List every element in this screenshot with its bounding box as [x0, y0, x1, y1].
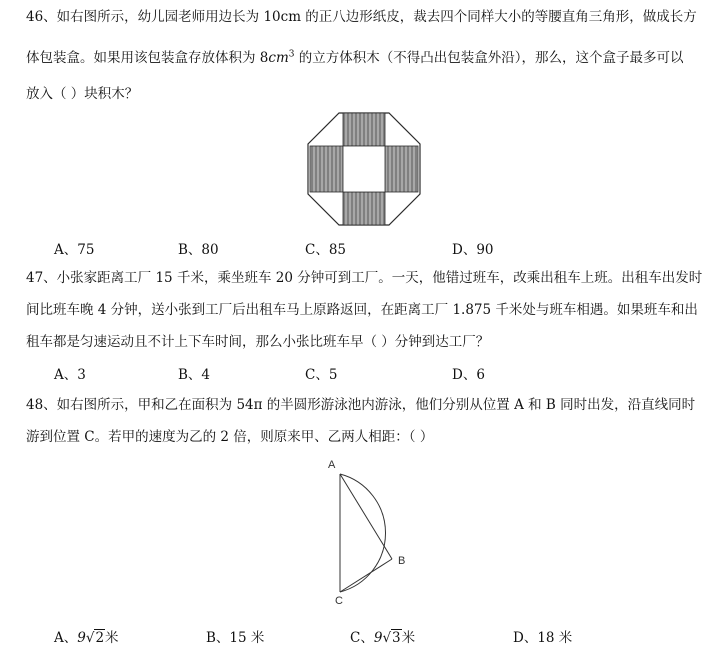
q46-option-d: D、90	[452, 242, 494, 258]
label-b: B	[398, 555, 406, 567]
q48-option-c-radicand: 3	[392, 630, 401, 646]
sqrt-symbol: √	[85, 630, 95, 646]
q46-line-3: 放入（ ）块积木？	[26, 86, 139, 102]
q46-option-a: A、75	[54, 242, 95, 258]
segment-bc	[340, 559, 392, 592]
semicircle-arc	[340, 474, 386, 592]
q47-option-c: C、5	[305, 367, 338, 383]
q46-line-2-end: 的立方体积木（不得凸出包装盒外沿），那么，这个盒子最多可以	[294, 50, 684, 66]
q48-option-b: B、15 米	[206, 630, 265, 646]
q47-line-1: 47、小张家距离工厂 15 千米，乘坐班车 20 分钟可到工厂。一天，他错过班车，改乘出租车上班。出租车出发时	[26, 270, 703, 286]
q46-line-2	[26, 46, 684, 66]
q46-option-c: C、85	[305, 242, 347, 258]
q48-option-c-coef: 9	[373, 630, 383, 646]
q48-option-d: D、18 米	[513, 630, 573, 646]
box-face-top	[343, 113, 385, 146]
octagon-box-figure	[305, 110, 423, 228]
q48-option-a-prefix: A、	[54, 630, 78, 646]
sqrt-symbol: √	[382, 630, 392, 646]
q47-line-2: 间比班车晚 4 分钟，送小张到工厂后出租车马上原路返回，在距离工厂 1.875 千米处与班车相遇。如果班车和出	[26, 302, 698, 318]
q48-option-c	[350, 626, 415, 646]
label-c: C	[335, 595, 343, 607]
semicircle-pool-figure	[320, 452, 420, 607]
label-a: A	[328, 459, 336, 471]
q48-option-c-prefix: C、	[350, 630, 374, 646]
q46-line-2-start: 体包装盒。如果用该包装盒存放体积为	[26, 50, 260, 66]
q46-line-1: 46、如右图所示，幼儿园老师用边长为 10cm 的正八边形纸皮，裁去四个同样大小的等腰直角三角形，做成长方	[26, 9, 697, 25]
q46-volume-exponent: 3	[288, 49, 295, 60]
q47-option-a: A、3	[54, 367, 86, 383]
q48-option-a	[54, 626, 119, 646]
box-face-base	[343, 146, 385, 192]
q46-option-b: B、80	[178, 242, 219, 258]
q47-option-b: B、4	[178, 367, 211, 383]
q46-volume-number: 8	[259, 50, 269, 66]
q48-line-1: 48、如右图所示，甲和乙在面积为 54π 的半圆形游泳池内游泳，他们分别从位置 A 和 B 同时出发，沿直线同时	[26, 397, 696, 413]
q47-line-3: 租车都是匀速运动且不计上下车时间，那么小张比班车早（ ）分钟到达工厂？	[26, 334, 490, 350]
q48-line-2: 游到位置 C。若甲的速度为乙的 2 倍，则原来甲、乙两人相距：（ ）	[26, 429, 434, 445]
box-face-right	[385, 146, 418, 192]
q46-volume	[260, 50, 295, 66]
q46-volume-unit: cm	[268, 50, 289, 66]
q48-option-a-coef: 9	[77, 630, 86, 646]
q48-option-c-unit: 米	[401, 630, 416, 646]
box-face-bottom	[343, 192, 385, 225]
q48-option-a-unit: 米	[105, 630, 119, 646]
box-face-left	[310, 146, 343, 192]
q48-option-a-radicand: 2	[95, 630, 105, 646]
segment-ab	[340, 474, 392, 559]
q47-option-d: D、6	[452, 367, 485, 383]
